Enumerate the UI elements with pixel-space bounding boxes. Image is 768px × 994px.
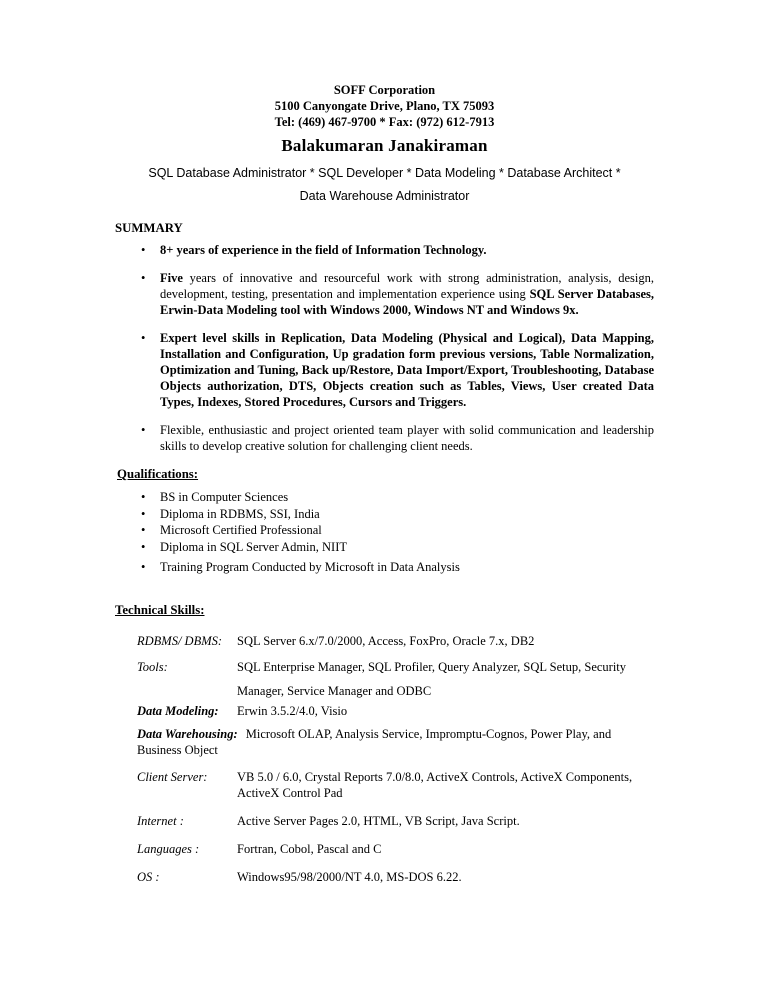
qualification-item [115, 559, 654, 576]
skill-label: Data Warehousing: [137, 726, 238, 741]
summary-bullet [115, 270, 654, 318]
bullet-icon: • [141, 271, 146, 285]
qualification-item [115, 539, 654, 556]
technical-skills-heading [115, 602, 654, 619]
qualification-item [115, 506, 654, 523]
qualification-text: Diploma in SQL Server Admin, NIIT [160, 539, 348, 554]
bullet-icon: • [141, 243, 146, 257]
qualifications-heading [117, 466, 654, 483]
candidate-name: Balakumaran Janakiraman [281, 136, 488, 155]
skill-value: Microsoft OLAP, Analysis Service, Impromptu-Cognos, Power Play, and Business Object [137, 726, 612, 757]
summary-bullet [115, 242, 654, 258]
skill-row-client-server [137, 769, 654, 801]
skill-row-internet [137, 813, 654, 829]
bullet-text-segment: Five [160, 271, 183, 285]
technical-skills-heading-text: Technical Skills: [115, 602, 205, 617]
qualifications-heading-text: Qualifications: [117, 467, 199, 481]
summary-bullet [115, 422, 654, 454]
skill-value: SQL Enterprise Manager, SQL Profiler, Query Analyzer, SQL Setup, Security Manager, Service Manager and ODBC [237, 659, 627, 698]
qualification-text: Training Program Conducted by Microsoft in Data Analysis [160, 560, 460, 574]
skill-value: SQL Server 6.x/7.0/2000, Access, FoxPro, Oracle 7.x, DB2 [237, 633, 535, 648]
roles-line-2: Data Warehouse Administrator [299, 189, 470, 203]
skill-row-rdbms [137, 633, 654, 649]
bullet-text-segment: SQL Server Databases, Erwin-Data Modeling tool with Windows 2000, Windows NT and Windows 9x. [160, 287, 654, 317]
skill-label: RDBMS/ DBMS: [137, 633, 223, 648]
bullet-text-segment: Expert level skills in Replication, Data Modeling (Physical and Logical), Data Mapping, Installation and Configuration, Up gradation form previous versions, Table Normalization, Optimization and Tuning, Back up/Restore, Data Import/Export, Troubleshooting, Database Objects authorization, DTS, Objects creation such as Tables, Views, User created Data Types, Indexes, Stored Procedures, Cursors and Triggers. [160, 331, 654, 409]
qualification-text: Microsoft Certified Professional [160, 523, 322, 537]
bullet-text-segment: years of innovative and resourceful work with strong administration, analysis, design, development, testing, presentation and implementation experience using [160, 271, 654, 301]
bullet-text-segment: Flexible, enthusiastic and project oriented team player with solid communication and leadership skills to develop creative solution for challenging client needs. [160, 423, 654, 453]
bullet-text-segment: 8+ years of experience in the field of Information Technology. [160, 243, 487, 257]
bullet-icon: • [141, 560, 146, 574]
skill-label: Internet : [137, 813, 184, 828]
summary-bullet-list [115, 242, 654, 454]
skill-value: VB 5.0 / 6.0, Crystal Reports 7.0/8.0, ActiveX Controls, ActiveX Components, ActiveX Control Pad [237, 769, 633, 800]
skill-value: Erwin 3.5.2/4.0, Visio [237, 703, 348, 718]
roles-line-1: SQL Database Administrator * SQL Developer * Data Modeling * Database Architect * [148, 166, 621, 180]
technical-skills-table [137, 633, 654, 885]
bullet-icon: • [141, 539, 146, 554]
bullet-icon: • [141, 490, 146, 504]
skill-label: Client Server: [137, 769, 208, 784]
skill-label: OS : [137, 869, 160, 884]
bullet-icon: • [141, 506, 146, 521]
qualifications-list [115, 489, 654, 576]
skill-value: Fortran, Cobol, Pascal and C [237, 841, 382, 856]
skill-row-os [137, 869, 654, 885]
company-address: 5100 Canyongate Drive, Plano, TX 75093 [274, 99, 495, 113]
qualification-text: BS in Computer Sciences [160, 490, 289, 504]
skill-label: Languages : [137, 841, 200, 856]
skill-value: Active Server Pages 2.0, HTML, VB Script, Java Script. [237, 813, 520, 828]
qualification-item [115, 522, 654, 539]
company-phone-fax: Tel: (469) 467-9700 * Fax: (972) 612-7913 [274, 115, 495, 129]
skill-label: Data Modeling: [137, 703, 219, 718]
skill-value: Windows95/98/2000/NT 4.0, MS-DOS 6.22. [237, 869, 462, 884]
company-header [115, 82, 654, 130]
qualification-text: Diploma in RDBMS, SSI, India [160, 506, 320, 521]
bullet-icon: • [141, 331, 146, 345]
company-name: SOFF Corporation [333, 83, 436, 97]
skill-label: Tools: [137, 659, 168, 674]
summary-heading: SUMMARY [115, 221, 183, 235]
skill-row-data-modeling [137, 703, 654, 719]
skill-row-data-warehousing [137, 726, 654, 758]
summary-bullet [115, 330, 654, 410]
skill-row-languages [137, 841, 654, 857]
skill-row-tools [137, 655, 654, 703]
qualification-item [115, 489, 654, 506]
bullet-icon: • [141, 523, 146, 537]
bullet-icon: • [141, 423, 146, 437]
